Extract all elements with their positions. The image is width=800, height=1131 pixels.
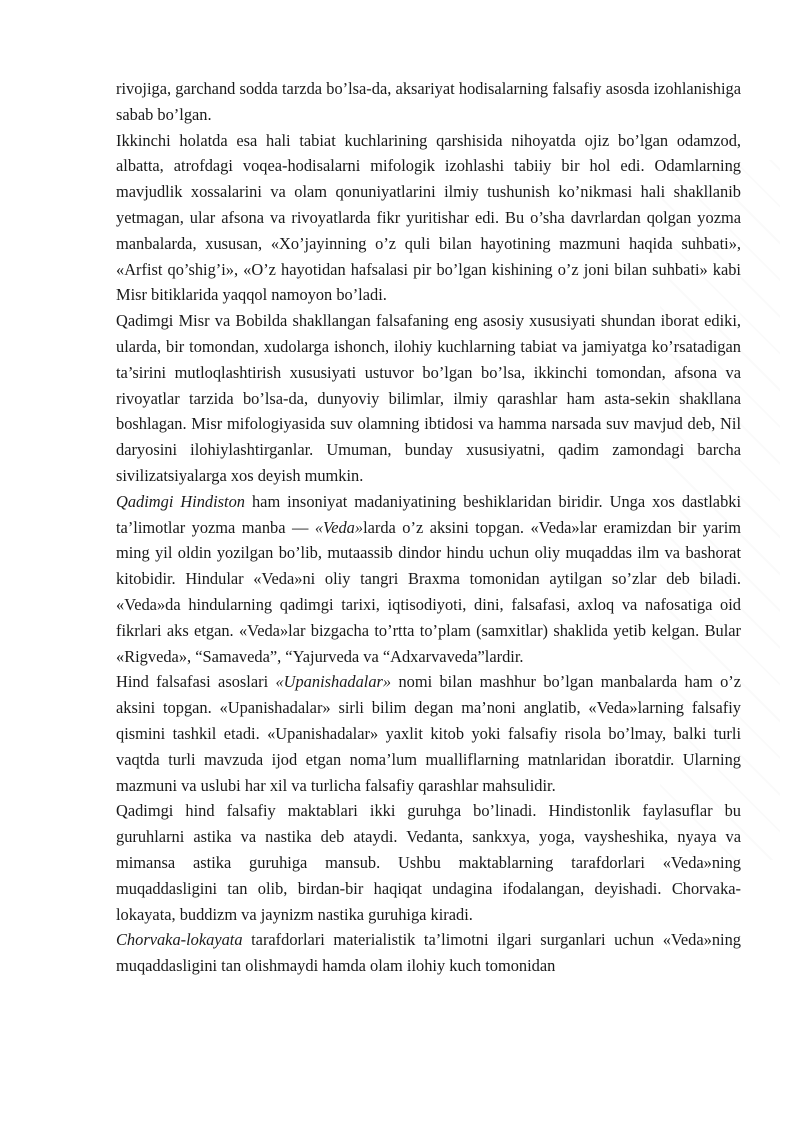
document-page: [116, 76, 741, 979]
paragraph-3: [116, 308, 741, 489]
paragraph-text: Ikkinchi holatda esa hali tabiat kuchlarining qarshisida nihoyatda ojiz bo’lgan odamzod, albatta, atrofdagi voqea-hodisalarni mifologik izohlashi tabiiy bir hol edi. Odamlarning mavjudlik xossalarini va olam qonuniyatlarini ilmiy tushunish ko’nikmasi hali shakllanib yetmagan, ular afsona va rivoyatlarda fikr yuritishar edi. Bu o’sha davrlardan qolgan yozma manbalarda, xususan, «Xo’jayinning o’z quli bilan hayotining mazmuni haqida suhbati», «Arfist qo’shig’i», «O’z hayotidan hafsalasi pir bo’lgan kishining o’z joni bilan suhbati» kabi Misr bitiklarida yaqqol namoyon bo’ladi.: [116, 130, 741, 305]
paragraph-text: rivojiga, garchand sodda tarzda bo’lsa-da, aksariyat hodisalarning falsafiy asosda izohlanishiga sabab bo’lgan.: [116, 79, 741, 124]
paragraph-text: larda o’z aksini topgan. «Veda»lar eramizdan bir yarim ming yil oldin yozilgan bo’lib, mutaassib dindor hindu uchun oliy muqaddas ilm va bashorat kitobidir. Hindular «Veda»ni oliy tangri Braxma tomonidan aytilgan so’zlar deb biladi. «Veda»da hindularning qadimgi tarixi, iqtisodiyoti, dini, falsafasi, axloq va nafosatiga oid fikrlari aks etgan. «Veda»lar bizgacha to’rtta to’plam (samxitlar) shaklida yetib kelgan. Bular «Rigveda», “Samaveda”, “Yajurveda va “Adxarvaveda”lardir.: [116, 517, 741, 666]
italic-term: Chorvaka-lokayata: [116, 930, 243, 950]
paragraph-text: Hind falsafasi asoslari: [116, 672, 276, 692]
paragraph-2: [116, 128, 741, 309]
paragraph-text: Qadimgi Misr va Bobilda shakllangan falsafaning eng asosiy xususiyati shundan iborat ediki, ularda, bir tomondan, xudolarga ishonch, ilohiy kuchlarning tabiat va jamiyatga ko’rsatadigan ta’sirini mutloqlashtirish xususiyati ustuvor bo’lgan bo’lsa, ikkinchi tomondan, afsona va rivoyatlar tarzida bo’lsa-da, dunyoviy bilimlar, ilmiy qarashlar ham asta-sekin shakllana boshlagan. Misr mifologiyasida suv olamning ibtidosi va hamma narsada suv mavjud deb, Nil daryosini ilohiylashtirganlar. Umuman, bunday xususiyatni, qadim zamondagi barcha sivilizatsiyalarga xos deyish mumkin.: [116, 311, 741, 485]
paragraph-text: Qadimgi hind falsafiy maktablari ikki guruhga bo’linadi. Hindistonlik faylasuflar bu guruhlarni astika va nastika deb ataydi. Vedanta, sankxya, yoga, vaysheshika, nyaya va mimansa astika guruhiga mansub. Ushbu maktablarning tarafdorlari «Veda»ning muqaddasligini tan olib, birdan-bir haqiqat undagina ifodalangan, deyishadi. Chorvaka-lokayata, buddizm va jaynizm nastika guruhiga kiradi.: [116, 801, 741, 924]
italic-term: «Upanishadalar»: [275, 672, 392, 692]
paragraph-4: [116, 489, 741, 670]
italic-term: Qadimgi Hindiston: [116, 491, 246, 511]
paragraph-text: nomi bilan mashhur bo’lgan manbalarda ham o’z aksini topgan. «Upanishadalar» sirli bilim degan ma’noni anglatib, «Veda»larning falsafiy qismini tashkil etadi. «Upanishadalar» yaxlit kitob yoki falsafiy risola bo’lmay, balki turli vaqtda turli mavzuda ijod etgan noma’lum mualliflarning matnlaridan iboratdir. Ularning mazmuni va uslubi har xil va turlicha falsafiy qarashlar mahsulidir.: [116, 672, 741, 795]
paragraph-6: [116, 798, 741, 927]
paragraph-text: ham insoniyat madaniyatining beshiklaridan biridir. Unga xos dastlabki ta’limotlar yozma manba —: [116, 491, 742, 537]
paragraph-7: [116, 927, 741, 979]
paragraph-text: tarafdorlari materialistik ta’limotni ilgari surganlari uchun «Veda»ning muqaddasligini tan olishmaydi hamda olam ilohiy kuch tomonidan: [116, 930, 741, 976]
paragraph-1: [116, 76, 741, 128]
paragraph-5: [116, 669, 741, 798]
italic-term: «Veda»: [314, 517, 364, 537]
